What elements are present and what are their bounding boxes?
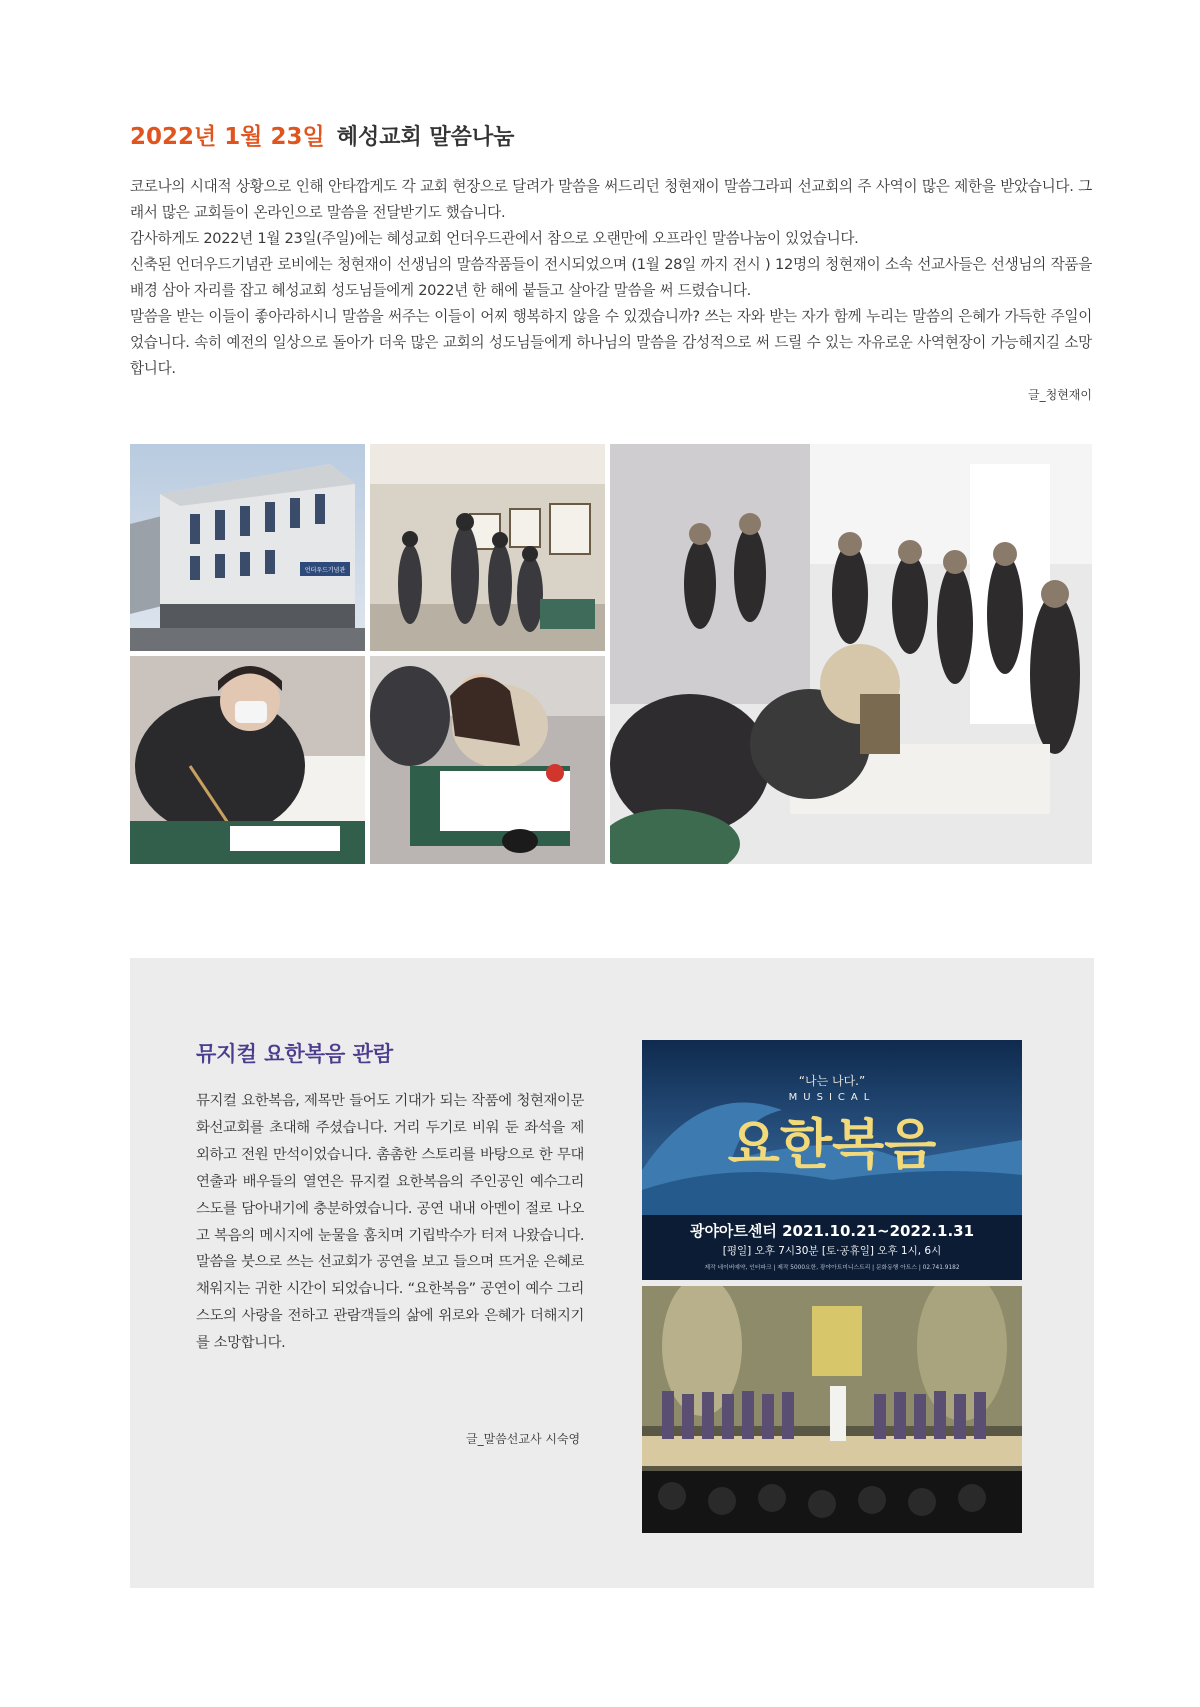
section-body: 뮤지컬 요한복음, 제목만 들어도 기대가 되는 작품에 청현재이문화선교회를 초대해 주셨습니다. 거리 두기로 비워 둔 좌석을 제외하고 전원 만석이었습니다. 촘촘한 스토리를 바탕으로 한 무대연출과 배우들의 열연은 뮤지컬 요한복음의 주인공인 예수그리스도를 담아내기에 충분하였습니다. 공연 내내 아멘이 절로 나오고 복음의 메시지에 눈물을 훔치며 기립박수가 터져 나왔습니다. 말씀을 붓으로 쓰는 선교회가 공연을 보고 들으며 뜨거운 은혜로 채워지는 귀한 시간이 되었습니다. “요한복음” 공연이 예수 그리스도의 사랑을 전하고 관람객들의 삶에 위로와 은혜가 더해지기를 소망합니다. (196, 1093, 584, 1352)
poster-quote: “나는 나다.” (798, 1074, 866, 1088)
paragraph: 코로나의 시대적 상황으로 인해 안타깝게도 각 교회 현장으로 달려가 말씀을 써드리던 청현재이 말씀그라피 선교회의 주 사역이 많은 제한을 받았습니다. 그래서 많은 교회들이 온라인으로 말씀을 전달받기도 했습니다. (130, 178, 1092, 221)
author-credit: 글_청현재이 (1028, 388, 1092, 402)
poster-title: 요한복음 (727, 1112, 937, 1176)
photo-calligrapher (130, 656, 365, 864)
author-credit: 글_말씀선교사 시숙영 (466, 1432, 581, 1446)
photo-gallery-visitors (370, 444, 605, 651)
poster-credits: 제작 네이버예약, 인터파크 | 제작 5000요한, 광야아트미니스트리 | 문화동행 아트스 | 02.741.9182 (704, 1265, 960, 1271)
photo-calligraphy-session (610, 444, 1092, 864)
musical-poster (642, 1040, 1022, 1280)
article-body (130, 174, 1092, 382)
title-date: 2022년 1월 23일 (130, 124, 325, 150)
paragraph: 신축된 언더우드기념관 로비에는 청현재이 선생님의 말씀작품들이 전시되었으며 (1월 28일 까지 전시 ) 12명의 청현재이 소속 선교사들은 선생님의 작품을 배경 삼아 자리를 잡고 혜성교회 성도님들에게 2022년 한 해에 붙들고 살아갈 말씀을 써 드렸습니다. (130, 256, 1092, 299)
section-title: 뮤지컬 요한복음 관람 (196, 1042, 394, 1066)
article-hyeseong (130, 118, 1092, 402)
photo-building (130, 444, 365, 651)
building-sign: 언더우드기념관 (304, 567, 346, 574)
poster-musical-label: MUSICAL (788, 1092, 876, 1103)
poster-venue: 광야아트센터 2021.10.21~2022.1.31 (689, 1222, 975, 1240)
article-title (130, 118, 1092, 154)
paragraph: 감사하게도 2022년 1월 23일(주일)에는 혜성교회 언더우드관에서 참으로 오랜만에 오프라인 말씀나눔이 있었습니다. (130, 230, 859, 247)
musical-section (130, 958, 1094, 1588)
photo-stage-curtain-call (642, 1286, 1022, 1533)
title-name: 혜성교회 말씀나눔 (336, 125, 515, 150)
photo-writing-calligraphy (370, 656, 605, 864)
paragraph: 말씀을 받는 이들이 좋아라하시니 말씀을 써주는 이들이 어찌 행복하지 않을 수 있겠습니까? 쓰는 자와 받는 자가 함께 누리는 말씀의 은혜가 가득한 주일이었습니다. 속히 예전의 일상으로 돌아가 더욱 많은 교회의 성도님들에게 하나님의 말씀을 감성적으로 써 드릴 수 있는 자유로운 사역현장이 가능해지길 소망합니다. (130, 308, 1092, 377)
poster-schedule: [평일] 오후 7시30분 [토·공휴일] 오후 1시, 6시 (722, 1245, 942, 1257)
